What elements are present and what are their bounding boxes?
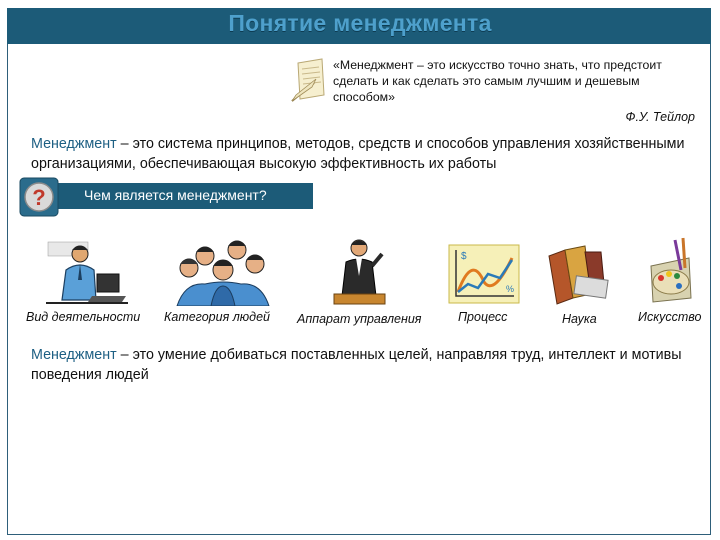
category-label: Аппарат управления xyxy=(297,312,422,326)
group-of-people-icon xyxy=(175,236,270,306)
percent-symbol: % xyxy=(506,284,515,294)
definition-1 xyxy=(31,134,701,174)
dollar-symbol: $ xyxy=(461,251,467,262)
quote-author: Ф.У. Тейлор xyxy=(625,110,695,124)
worker-at-computer-icon xyxy=(42,240,132,306)
definition-1-text: – это система принципов, методов, средств и способов управления хозяйственными организациями, обеспечивающая высокую эффективность их работы xyxy=(31,136,685,172)
definition-2-text: – это умение добиваться поставленных целей, направляя труд, интеллект и мотивы поведения людей xyxy=(31,347,682,383)
category-label: Процесс xyxy=(458,310,508,324)
definition-1-term: Менеджмент xyxy=(31,136,117,152)
definition-2-term: Менеджмент xyxy=(31,347,117,363)
category-label: Категория людей xyxy=(164,310,270,324)
books-icon xyxy=(545,244,610,306)
question-text: Чем является менеджмент? xyxy=(84,187,267,203)
slide-title: Понятие менеджмента xyxy=(228,10,492,36)
taylor-quote: «Менеджмент – это искусство точно знать, что предстоит сделать и как сделать это самым лучшим и дешевым способом» xyxy=(333,58,662,104)
scroll-quill-icon xyxy=(290,55,330,105)
category-label: Вид деятельности xyxy=(26,310,141,324)
question-mark-icon xyxy=(19,177,59,217)
growth-chart-icon xyxy=(448,244,520,304)
manager-icon xyxy=(332,236,387,306)
definition-2 xyxy=(31,345,701,385)
question-mark-glyph: ? xyxy=(32,185,46,210)
category-label: Искусство xyxy=(638,310,702,324)
palette-icon xyxy=(645,236,695,304)
category-label: Наука xyxy=(562,312,597,326)
